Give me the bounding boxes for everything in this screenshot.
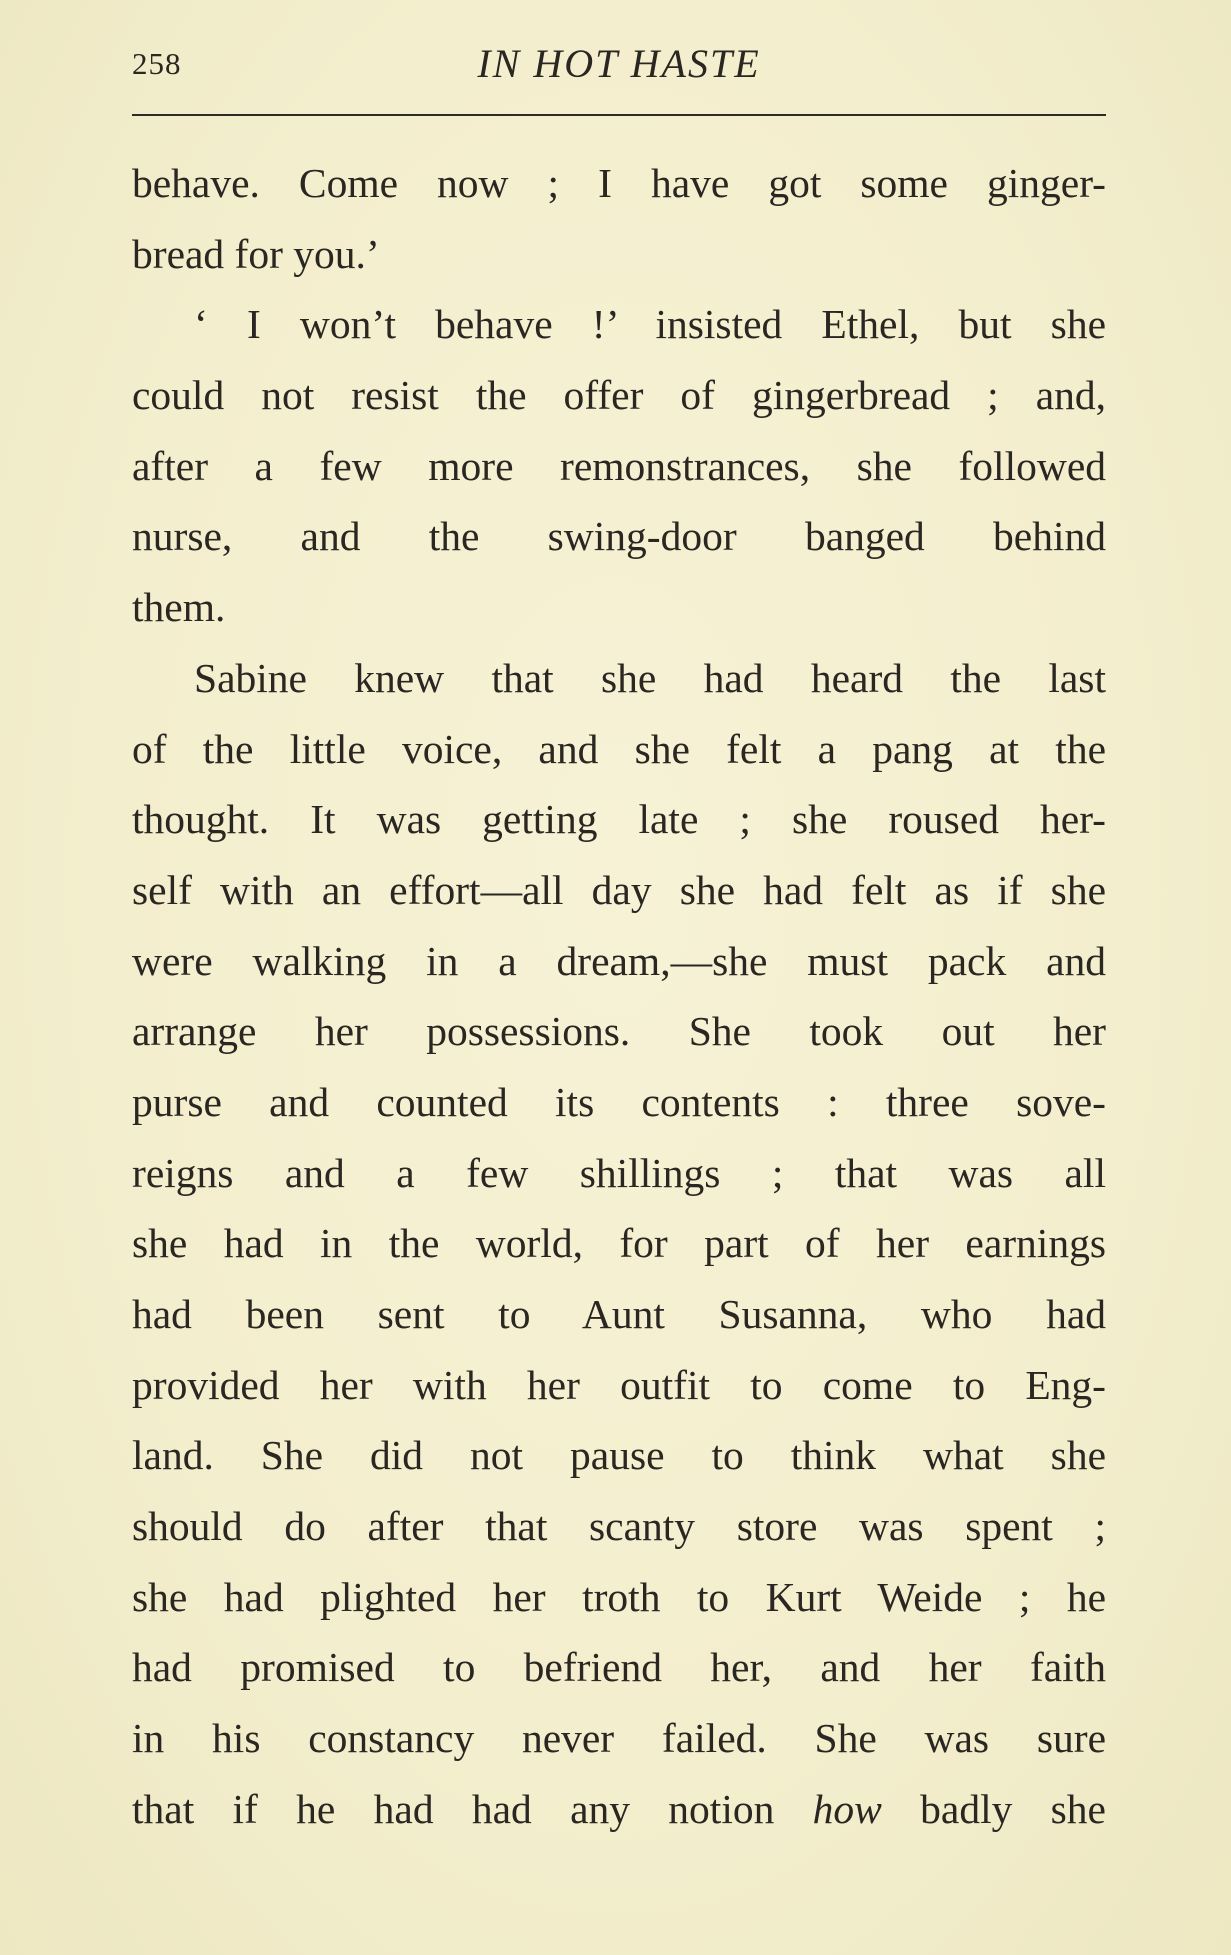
text-line: she had plighted her troth to Kurt Weide ; he — [132, 1573, 1106, 1620]
text-fragment: that if he had had any notion — [132, 1785, 813, 1832]
text-line: bread for you.’ — [132, 230, 380, 277]
text-line: should do after that scanty store was spent ; — [132, 1503, 1106, 1550]
text-line: nurse, and the swing-door banged behind — [132, 513, 1106, 560]
text-line: thought. It was getting late ; she roused her- — [132, 796, 1106, 843]
text-line: ‘ I won’t behave !’ insisted Ethel, but she — [194, 301, 1106, 348]
page-header — [132, 40, 1106, 90]
header-rule — [132, 114, 1106, 116]
text-line: purse and counted its contents : three sove- — [132, 1078, 1106, 1125]
page-number: 258 — [132, 46, 182, 81]
text-line: behave. Come now ; I have got some ginger- — [132, 160, 1106, 206]
text-line: them. — [132, 584, 226, 631]
text-line: after a few more remonstrances, she followed — [132, 442, 1106, 489]
text-line: were walking in a dream,—she must pack and — [132, 937, 1106, 984]
text-line: self with an effort—all day she had felt as if she — [132, 866, 1106, 913]
text-line: in his constancy never failed. She was sure — [132, 1715, 1106, 1762]
text-line: could not resist the offer of gingerbread ; and, — [132, 372, 1106, 419]
emphasized-word: how — [812, 1785, 882, 1832]
text-line: land. She did not pause to think what she — [132, 1432, 1106, 1479]
body-text — [132, 148, 1106, 1845]
text-line: reigns and a few shillings ; that was all — [132, 1149, 1106, 1196]
text-line: had been sent to Aunt Susanna, who had — [132, 1291, 1106, 1337]
text-line: she had in the world, for part of her earnings — [132, 1220, 1106, 1267]
text-line: arrange her possessions. She took out her — [132, 1008, 1106, 1055]
text-line: of the little voice, and she felt a pang at the — [132, 725, 1106, 772]
text-line: Sabine knew that she had heard the last — [194, 654, 1106, 701]
running-title: IN HOT HASTE — [477, 41, 761, 86]
text-line: had promised to befriend her, and her faith — [132, 1644, 1106, 1691]
text-line-final — [132, 1774, 1106, 1845]
text-line: provided her with her outfit to come to Eng- — [132, 1361, 1106, 1408]
text-fragment: badly she — [881, 1785, 1106, 1832]
